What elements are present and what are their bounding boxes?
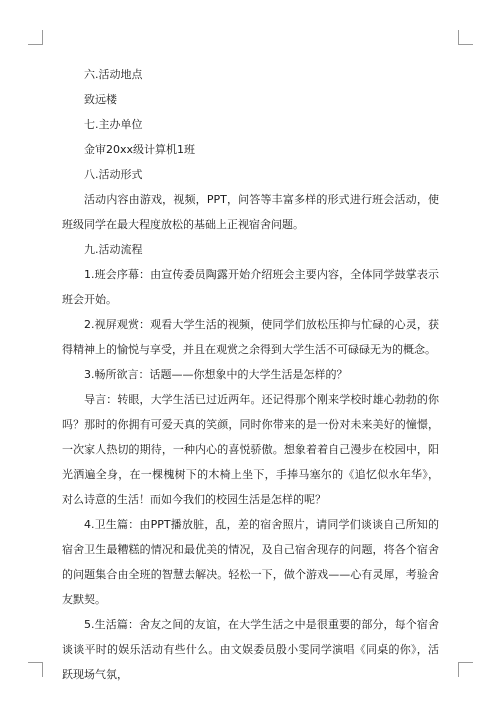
paragraph-step-4: 4.卫生篇：由PPT播放脏，乱，差的宿舍照片，请同学们谈谈自己所知的宿舍卫生最糟糕的情况和最优美的情况，及自己宿舍现存的问题，将各个宿舍的问题集合由全班的智慧去解决。轻松一下，做个游戏——心有灵犀，考验舍友默契。 [62, 518, 439, 606]
paragraph-introduction: 导言：转眼，大学生活已过近两年。还记得那个刚来学校时雄心勃勃的你吗？那时的你拥有可爱天真的笑颜，同时你带来的是一份对未来美好的憧憬，一次家人热切的期待，一种内心的喜悦骄傲。想象着着自己漫步在校园中，阳光洒遍全身，在一棵槐树下的木椅上坐下，手捧马塞尔的《追忆似水年华》，对么诗意的生活！而如今我们的校园生活是怎样的呢？ [62, 393, 439, 506]
crop-mark-top-left [28, 30, 43, 45]
paragraph-step-5: 5.生活篇：舍友之间的友谊，在大学生活之中是很重要的部分，每个宿舍谈谈平时的娱乐活动有些什么。由文娱委员殷小雯同学演唱《同桌的你》，活跃现场气氛， [62, 618, 439, 681]
paragraph-step-3: 3.畅所欲言：话题——你想象中的大学生活是怎样的？ [84, 368, 348, 381]
paragraph-format: 活动内容由游戏，视频，PPT，问答等丰富多样的形式进行班会活动，使班级同学在最大程度放松的基础上正视宿舍问题。 [62, 193, 439, 231]
paragraph-step-1: 1.班会序幕：由宣传委员陶露开始介绍班会主要内容，全体同学鼓掌表示班会开始。 [62, 268, 439, 306]
crop-mark-bottom-left [28, 662, 43, 677]
document-body [62, 62, 439, 687]
paragraph-step-2: 2.视屏观赏：观看大学生活的视频，使同学们放松压抑与忙碌的心灵，获得精神上的愉悦与享受，并且在观赏之余得到大学生活不可碌碌无为的概念。 [62, 318, 439, 356]
section-heading-format: 八.活动形式 [84, 168, 143, 181]
paragraph-organizer: 金审20xx级计算机1班 [84, 143, 196, 156]
section-heading-process: 九.活动流程 [84, 243, 143, 256]
section-heading-organizer: 七.主办单位 [84, 118, 143, 131]
paragraph-venue: 致远楼 [84, 93, 117, 106]
crop-mark-bottom-right [458, 662, 473, 677]
section-heading-venue: 六.活动地点 [84, 68, 143, 81]
crop-mark-top-right [458, 30, 473, 45]
